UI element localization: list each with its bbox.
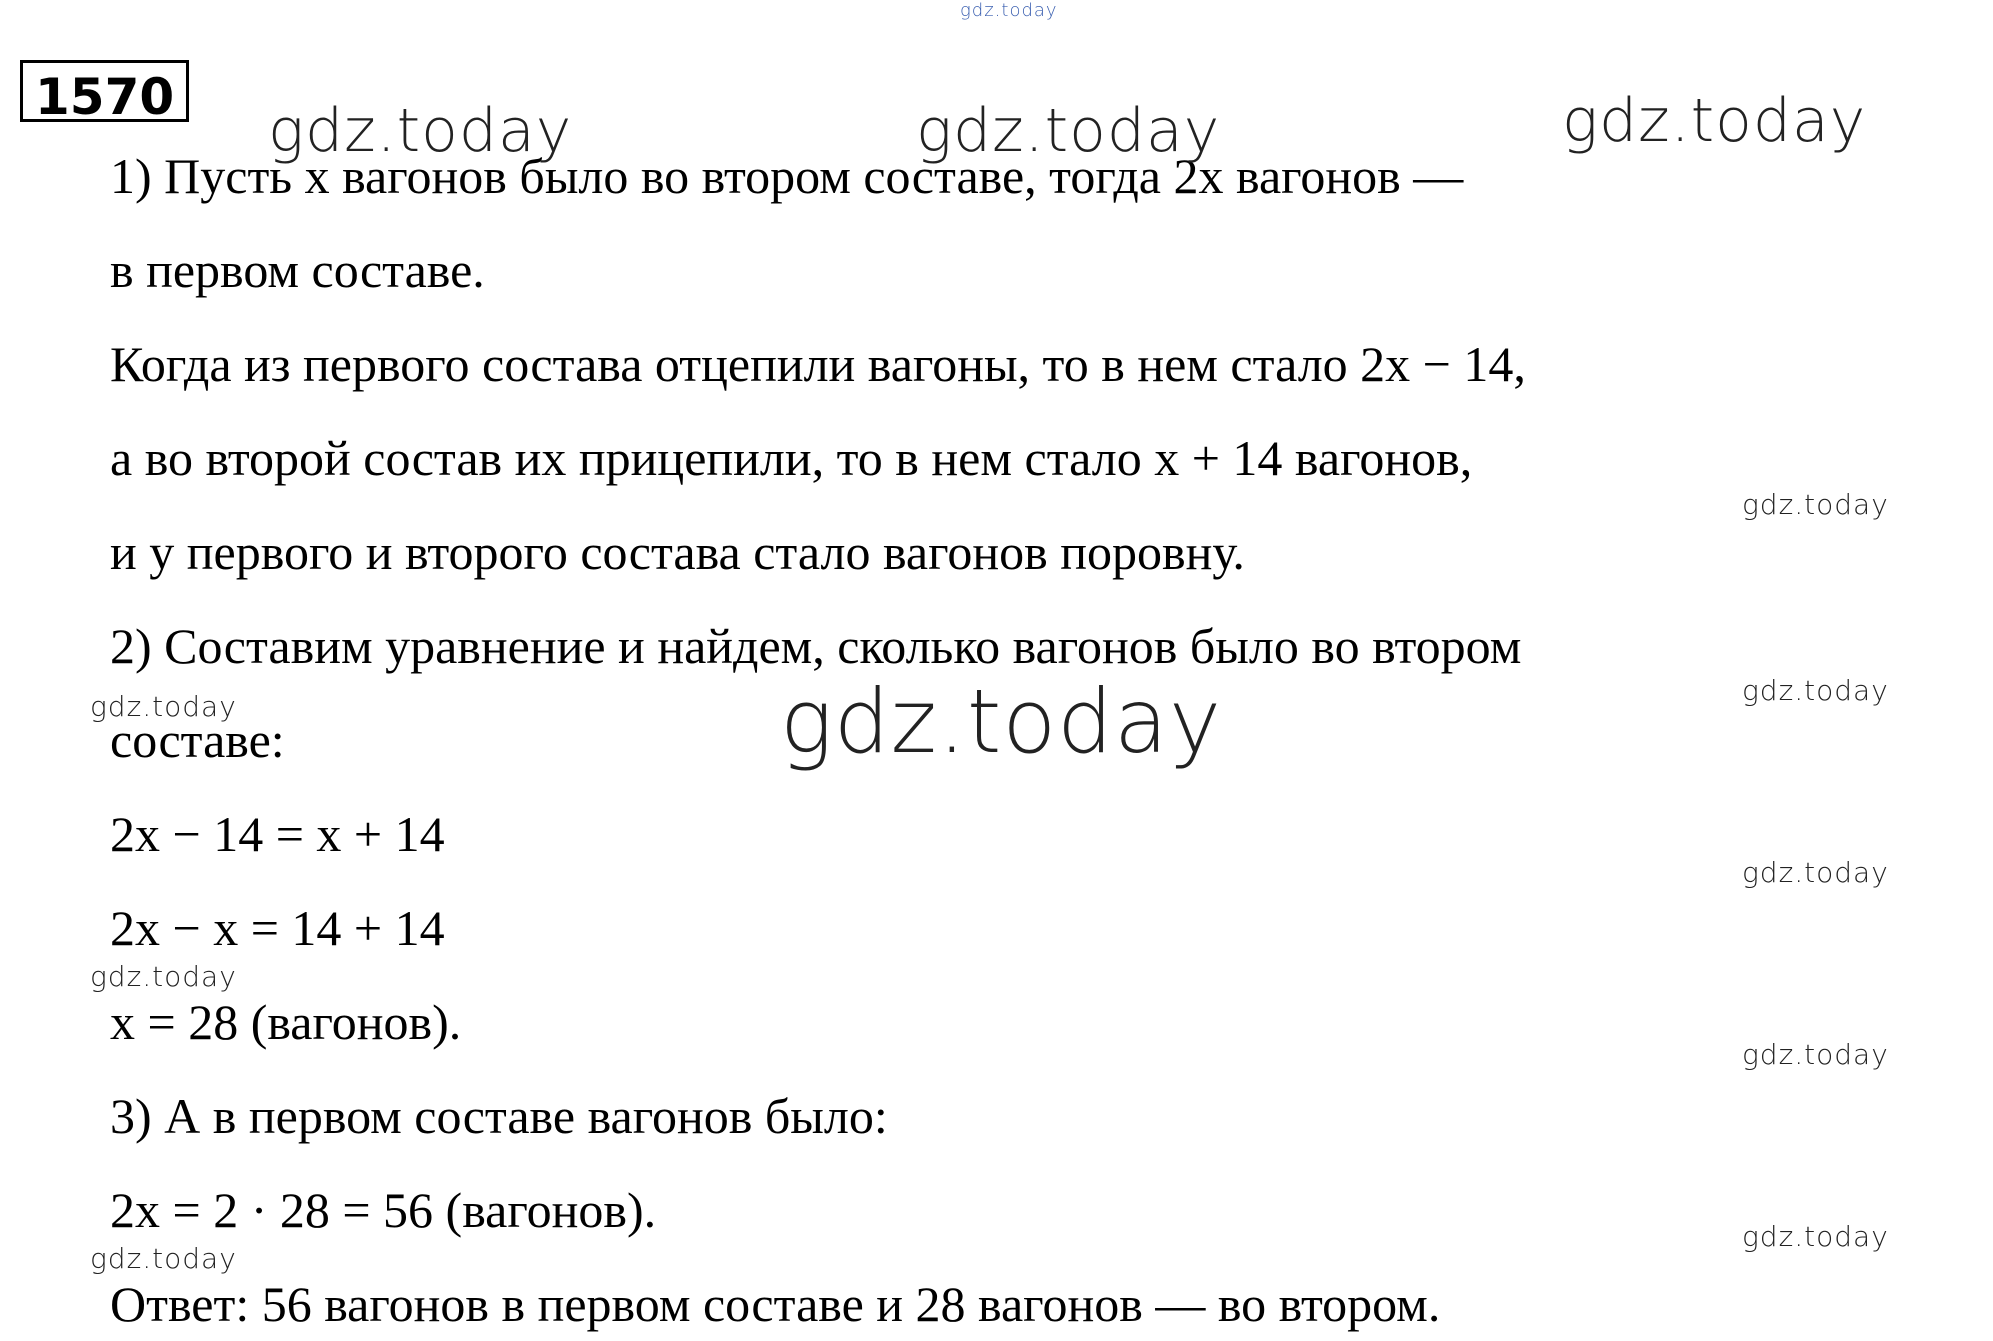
watermark-center: gdz.today — [780, 670, 1223, 773]
watermark-small-left-1: gdz.today — [90, 690, 237, 723]
solution-line-7: составе: — [110, 712, 285, 768]
watermark-large-middle: gdz.today — [916, 96, 1221, 166]
watermark-small-left-2: gdz.today — [90, 960, 237, 993]
solution-line-2: в первом составе. — [110, 242, 485, 298]
solution-line-3: Когда из первого состава отцепили вагоны, то в нем стало 2x − 14, — [110, 336, 1526, 392]
watermark-small-left-3: gdz.today — [90, 1242, 237, 1275]
watermark-small-right-1: gdz.today — [1742, 488, 1889, 521]
solution-line-4: а во второй состав их прицепили, то в нем стало x + 14 вагонов, — [110, 430, 1473, 486]
answer-line: Ответ: 56 вагонов в первом составе и 28 вагонов — во втором. — [110, 1276, 1441, 1332]
watermark-large-right: gdz.today — [1562, 86, 1867, 156]
equation-1: 2x − 14 = x + 14 — [110, 806, 445, 862]
equation-3: x = 28 (вагонов). — [110, 994, 462, 1050]
solution-line-step3: 3) А в первом составе вагонов было: — [110, 1088, 888, 1144]
problem-number: 1570 — [20, 60, 189, 122]
solution-line-6: 2) Составим уравнение и найдем, сколько вагонов было во втором — [110, 618, 1522, 674]
solution-line-1: 1) Пусть x вагонов было во втором составе, тогда 2x вагонов — — [110, 148, 1464, 204]
equation-2: 2x − x = 14 + 14 — [110, 900, 445, 956]
watermark-small-right-2: gdz.today — [1742, 674, 1889, 707]
watermark-large-left: gdz.today — [268, 96, 573, 166]
solution-line-5: и у первого и второго состава стало вагонов поровну. — [110, 524, 1245, 580]
watermark-small-right-5: gdz.today — [1742, 1220, 1889, 1253]
equation-4: 2x = 2 · 28 = 56 (вагонов). — [110, 1182, 657, 1238]
watermark-small-right-3: gdz.today — [1742, 856, 1889, 889]
watermark-small-right-4: gdz.today — [1742, 1038, 1889, 1071]
watermark-top: gdz.today — [960, 0, 1058, 21]
